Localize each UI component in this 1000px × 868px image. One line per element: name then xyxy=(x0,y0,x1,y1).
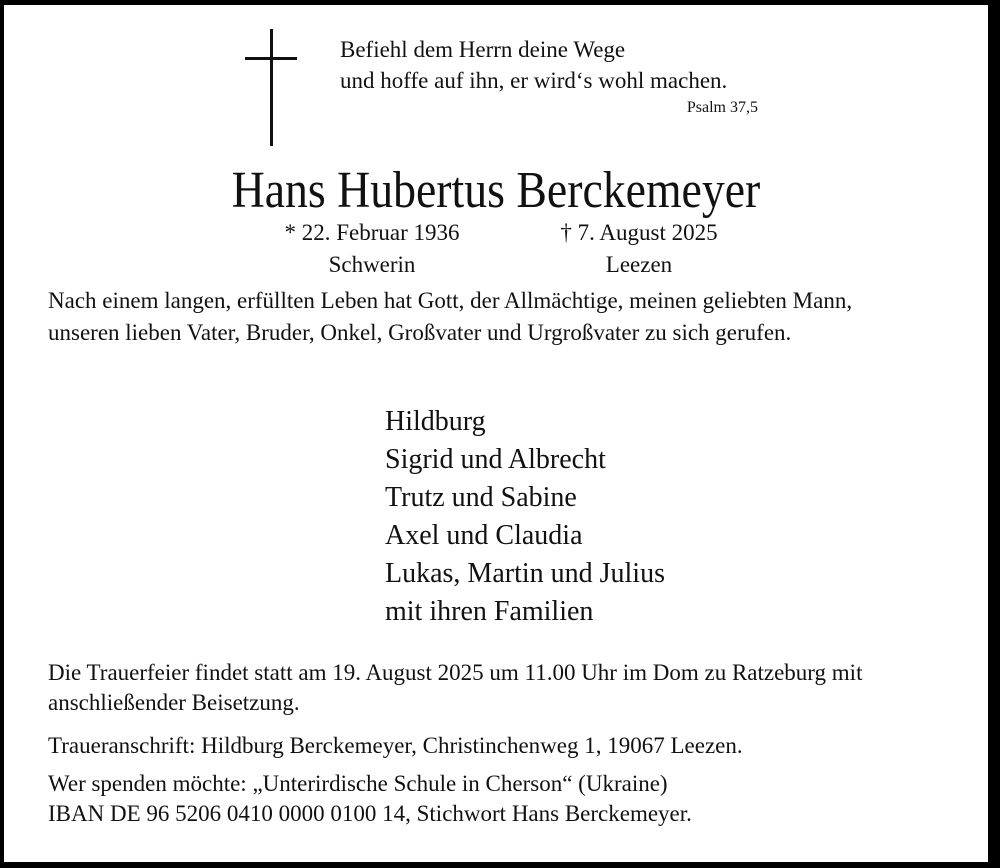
birth-place: Schwerin xyxy=(328,252,416,277)
death-date: † 7. August 2025 xyxy=(560,220,718,245)
announcement-line: Nach einem langen, erfüllten Leben hat Gott, der Allmächtige, meinen geliebten Mann, xyxy=(48,288,853,313)
service-line: anschließender Beisetzung. xyxy=(48,690,300,715)
cross-vertical-bar xyxy=(270,29,273,146)
donation-line: IBAN DE 96 5206 0410 0000 0100 14, Stichwort Hans Berckemeyer. xyxy=(48,801,692,826)
mourner: Axel und Claudia xyxy=(385,520,583,551)
quote-line: und hoffe auf ihn, er wird‘s wohl machen. xyxy=(340,68,728,93)
mourner: Sigrid und Albrecht xyxy=(385,444,606,475)
deceased-name: Hans Hubertus Berckemeyer xyxy=(231,162,761,219)
mourner: mit ihren Familien xyxy=(385,596,594,627)
quote-line: Befiehl dem Herrn deine Wege xyxy=(340,37,626,62)
mourner: Hildburg xyxy=(385,406,486,437)
announcement-line: unseren lieben Vater, Bruder, Onkel, Großvater und Urgroßvater zu sich gerufen. xyxy=(48,320,792,345)
birth-date: * 22. Februar 1936 xyxy=(284,220,460,245)
mourner: Lukas, Martin und Julius xyxy=(385,558,665,589)
cross-horizontal-bar xyxy=(245,57,297,60)
mourner: Trutz und Sabine xyxy=(385,482,577,513)
service-line: Die Trauerfeier findet statt am 19. August 2025 um 11.00 Uhr im Dom zu Ratzeburg mit xyxy=(48,660,863,685)
death-place: Leezen xyxy=(605,252,673,277)
donation-line: Wer spenden möchte: „Unterirdische Schule in Cherson“ (Ukraine) xyxy=(48,771,668,796)
quote-source: Psalm 37,5 xyxy=(686,99,758,116)
obituary-notice xyxy=(4,5,988,862)
mourning-address: Traueranschrift: Hildburg Berckemeyer, Christinchenweg 1, 19067 Leezen. xyxy=(48,733,743,758)
